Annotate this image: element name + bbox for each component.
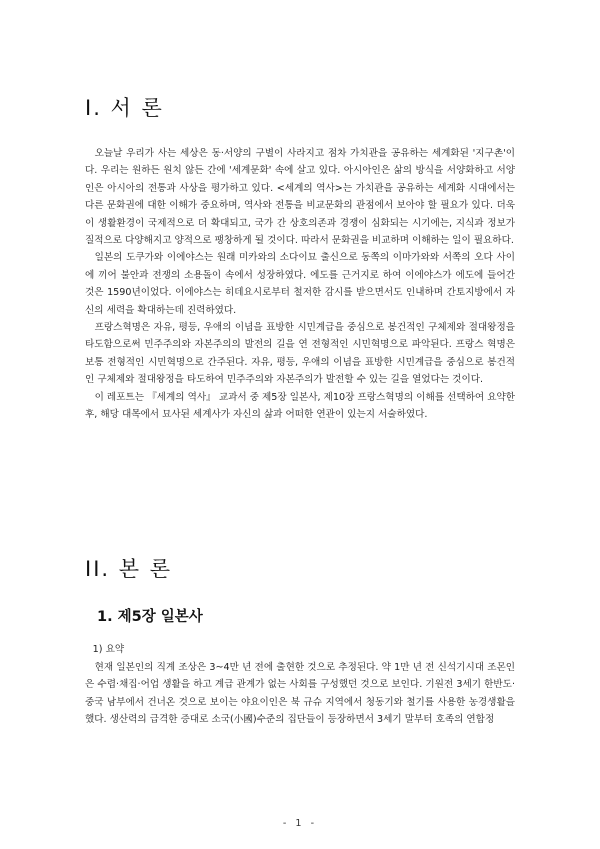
paragraph: 일본의 도쿠가와 이에야스는 원래 미카와의 소다이묘 출신으로 동쪽의 이마가와와 서쪽의 오다 사이에 끼어 불안과 전쟁의 소용돌이 속에서 성장하였다. 에도를 근거지로 하여 이에야스가 에도에 들어간 것은 1590년이었다. 이에야스는 히데요시로부터 철저한 감시를 받으면서도 인내하며 간토지방에서 자신의 세력을 확대하는데 진력하였다. xyxy=(85,252,515,316)
page-number: - 1 - xyxy=(282,818,318,829)
subhead-summary: 1) 요약 xyxy=(92,644,125,655)
paragraph: 현재 일본인의 직계 조상은 3~4만 년 전에 출현한 것으로 추정된다. 약 1만 년 전 신석기시대 조몬인은 수렵·채집·어업 생활을 하고 계급 관계가 없는 사회를 구성했던 것으로 보인다. 기원전 3세기 한반도·중국 남부에서 건너온 것으로 보이는 야요이인은 북 규슈 지역에서 청동기와 철기를 사용한 농경생활을 했다. 생산력의 급격한 증대로 소국(小國)수준의 집단들이 등장하면서 3세기 말부터 호족의 연합정 xyxy=(85,662,515,726)
section-heading-main: II. 본 론 xyxy=(85,557,172,581)
introduction-body xyxy=(85,145,515,424)
section-heading-introduction: I. 서 론 xyxy=(85,96,164,120)
paragraph: 오늘날 우리가 사는 세상은 동·서양의 구별이 사라지고 점차 가치관을 공유하는 세계화된 '지구촌'이다. 우리는 원하든 원치 않든 간에 '세계문화' 속에 살고 있다. 아시아인은 삶의 방식을 서양화하고 서양인은 아시아의 전통과 사상을 평가하고 있다. <세계의 역사>는 가치관을 공유하는 세계화 시대에서는 다른 문화권에 대한 이해가 중요하며, 역사와 전통을 비교문화의 관점에서 보아야 할 필요가 있다. 더욱이 생활환경이 국제적으로 더 확대되고, 국가 간 상호의존과 경쟁이 심화되는 시기에는, 지식과 정보가 질적으로 다양해지고 양적으로 팽창하게 될 것이다. 따라서 문화권을 비교하며 이해하는 일이 필요하다. xyxy=(85,148,515,247)
paragraph: 이 레포트는 『세계의 역사』 교과서 중 제5장 일본사, 제10장 프랑스혁명의 이해를 선택하여 요약한 후, 해당 대목에서 묘사된 세계사가 자신의 삶과 어떠한 연관이 있는지 서술하였다. xyxy=(85,391,515,421)
subsection-heading: 1. 제5장 일본사 xyxy=(97,609,203,625)
paragraph: 프랑스혁명은 자유, 평등, 우애의 이념을 표방한 시민계급을 중심으로 봉건적인 구체제와 절대왕정을 타도함으로써 민주주의와 자본주의의 발전의 길을 연 전형적인 시민혁명으로 파악된다. 프랑스 혁명은 보통 전형적인 시민혁명으로 간주된다. 자유, 평등, 우애의 이념을 표방한 시민계급을 중심으로 봉건적인 구체제와 절대왕정을 타도하여 민주주의와 자본주의가 발전할 수 있는 길을 열었다는 것이다. xyxy=(85,322,515,386)
summary-body xyxy=(85,659,515,729)
